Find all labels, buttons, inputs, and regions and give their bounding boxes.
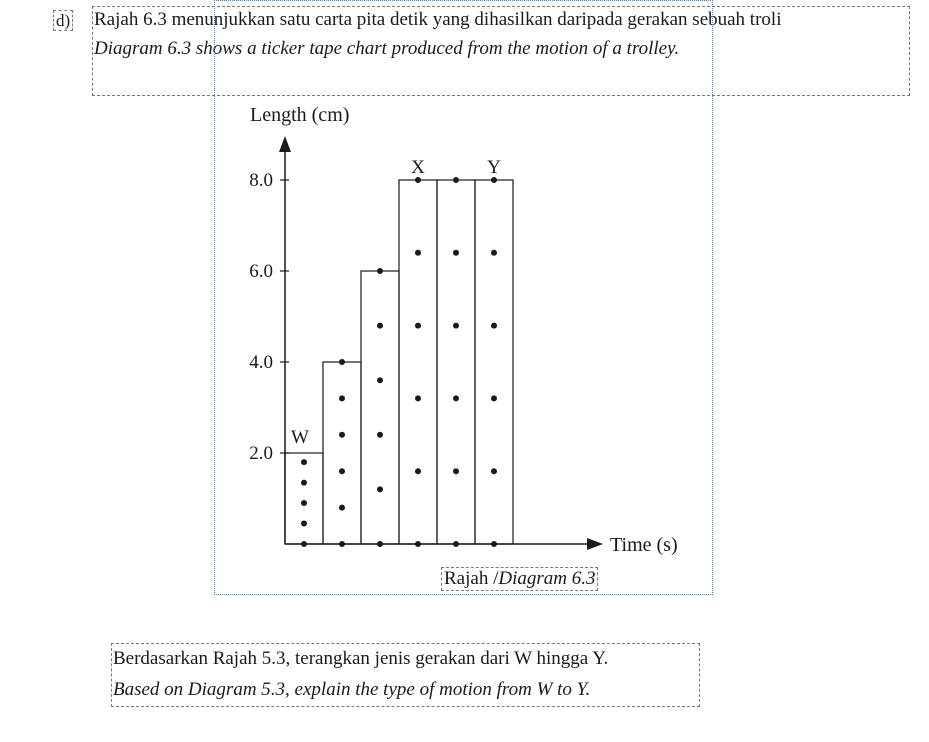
caption-english: Diagram 6.3 [498,568,596,589]
ticker-strip [323,362,361,544]
ticker-dot [415,250,421,256]
ticker-dot [453,250,459,256]
ticker-dot [453,541,459,547]
ticker-dot [491,468,497,474]
diagram-caption [441,567,598,591]
y-axis-label: Length (cm) [250,104,350,126]
ticker-dot [301,521,307,527]
ticker-strip [437,180,475,544]
y-tick-label: 8.0 [249,170,273,191]
y-axis-arrow [279,136,291,152]
y-tick-label: 6.0 [249,261,273,282]
question-text-english: Diagram 6.3 shows a ticker tape chart produced from the motion of a trolley. [94,38,680,59]
ticker-dot [377,486,383,492]
ticker-strip [399,180,437,544]
ticker-dot [377,268,383,274]
ticker-dot [415,541,421,547]
ticker-dot [453,395,459,401]
y-tick-label: 2.0 [249,443,273,464]
ticker-dot [415,323,421,329]
x-axis-arrow [587,538,603,550]
ticker-strip [361,271,399,544]
ticker-dot [453,177,459,183]
ticker-dot [301,459,307,465]
caption-malay: Rajah / [444,568,499,589]
ticker-dot [301,541,307,547]
ticker-dot [377,377,383,383]
ticker-dot [339,432,345,438]
ticker-dot [339,468,345,474]
task-text-english: Based on Diagram 5.3, explain the type of motion from W to Y. [113,679,591,700]
ticker-dot [301,500,307,506]
ticker-dot [339,395,345,401]
ticker-strip [475,180,513,544]
question-text-malay: Rajah 6.3 menunjukkan satu carta pita detik yang dihasilkan daripada gerakan sebuah troli [94,9,782,30]
ticker-dot [377,432,383,438]
strip-label-y: Y [487,157,501,178]
strip-label-x: X [411,157,425,178]
ticker-dot [491,395,497,401]
ticker-dot [339,359,345,365]
ticker-dot [377,323,383,329]
question-label: d) [53,10,73,31]
y-tick-label: 4.0 [249,352,273,373]
ticker-dot [339,541,345,547]
ticker-dot [339,505,345,511]
x-axis-label: Time (s) [610,534,678,556]
task-text-malay: Berdasarkan Rajah 5.3, terangkan jenis gerakan dari W hingga Y. [113,648,609,669]
ticker-dot [491,541,497,547]
ticker-dot [453,468,459,474]
strip-label-w: W [291,427,309,448]
ticker-dot [491,323,497,329]
ticker-dot [491,250,497,256]
ticker-dot [415,395,421,401]
ticker-strip [285,453,323,544]
ticker-dot [453,323,459,329]
ticker-dot [415,468,421,474]
ticker-dot [301,480,307,486]
ticker-dot [377,541,383,547]
